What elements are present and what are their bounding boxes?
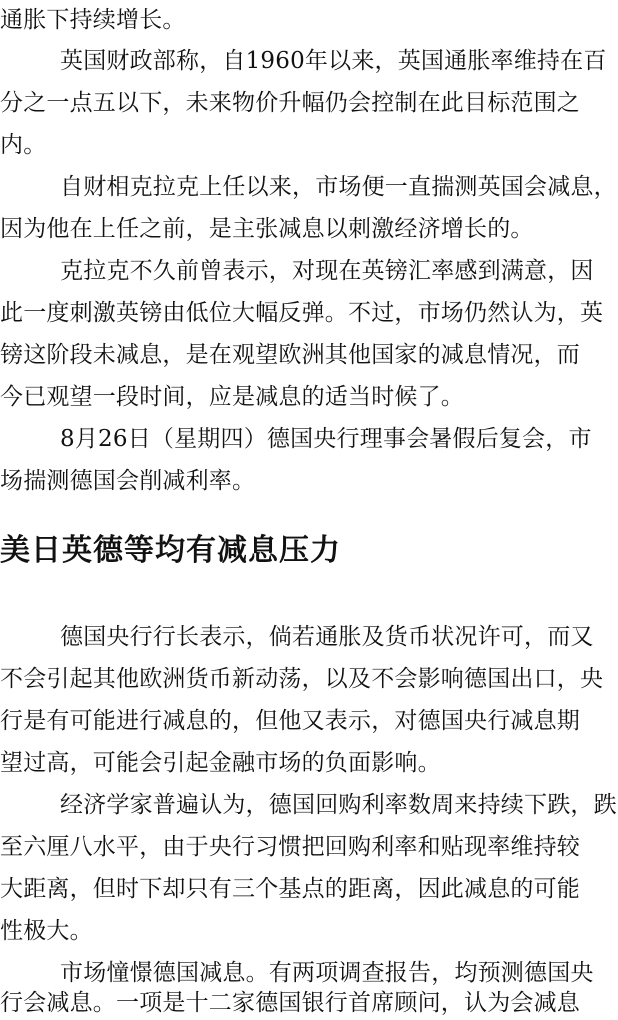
paragraph-start-line: 经济学家普遍认为，德国回购利率数周来持续下跌，跌 [60,792,617,818]
text-line: 性极大。 [0,918,93,944]
text-line: 分之一点五以下，未来物价升幅仍会控制在此目标范围之 [0,90,580,116]
text-line: 行会减息。一项是十二家德国银行首席顾问，认为会减息 [0,990,580,1016]
text-line: 不会引起其他欧洲货币新动荡，以及不会影响德国出口，央 [0,666,604,692]
paragraph-start-line: 英国财政部称，自1960年以来，英国通胀率维持在百 [60,48,607,74]
text-line: 镑这阶段未减息，是在观望欧洲其他国家的减息情况，而 [0,342,580,368]
paragraph-start-line: 克拉克不久前曾表示，对现在英镑汇率感到满意，因 [60,258,594,284]
paragraph-start-line: 8月26日（星期四）德国央行理事会暑假后复会，市 [60,426,592,452]
text-line: 今已观望一段时间，应是减息的适当时候了。 [0,384,464,410]
text-line: 内。 [0,132,47,158]
text-line: 行是有可能进行减息的，但他又表示，对德国央行减息期 [0,708,580,734]
paragraph-start-line: 市场憧憬德国减息。有两项调查报告，均预测德国央 [60,960,594,986]
text-line: 因为他在上任之前，是主张减息以刺激经济增长的。 [0,216,534,242]
text-line: 至六厘八水平，由于央行习惯把回购利率和贴现率维持较 [0,834,580,860]
text-line: 望过高，可能会引起金融市场的负面影响。 [0,750,441,776]
text-line: 通胀下持续增长。 [0,7,186,33]
paragraph-start-line: 德国央行行长表示，倘若通胀及货币状况许可，而又 [60,624,594,650]
paragraph-start-line: 自财相克拉克上任以来，市场便一直揣测英国会减息， [60,174,617,200]
text-line: 场揣测德国会削减利率。 [0,468,256,494]
text-line: 此一度刺激英镑由低位大幅反弹。不过，市场仍然认为，英 [0,300,604,326]
text-line: 大距离，但时下却只有三个基点的距离，因此减息的可能 [0,876,580,902]
section-heading: 美日英德等均有减息压力 [0,533,341,568]
